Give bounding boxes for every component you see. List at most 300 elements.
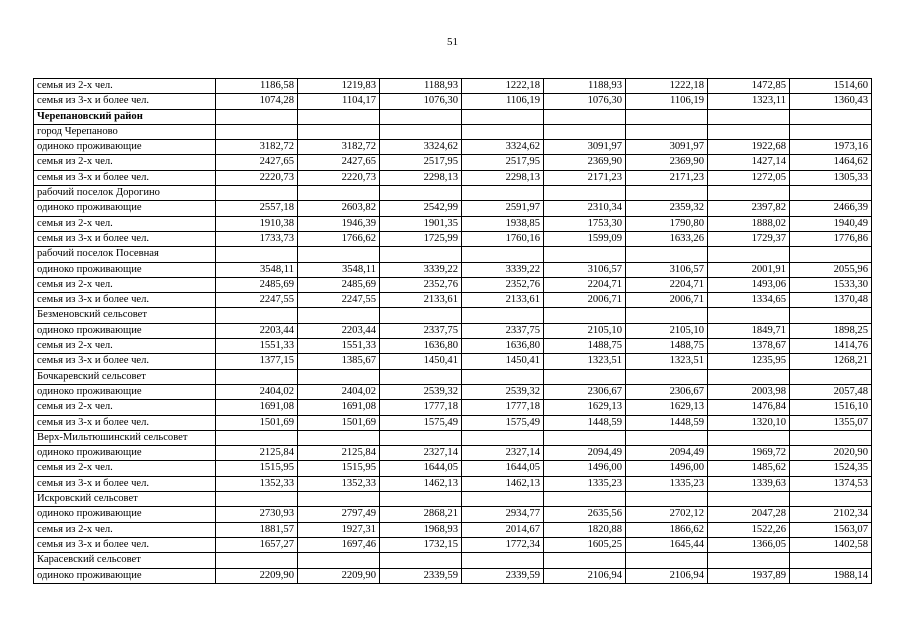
value-cell: 1515,95 xyxy=(216,461,298,476)
value-cell: 2094,49 xyxy=(544,446,626,461)
value-cell xyxy=(462,430,544,445)
value-cell xyxy=(708,430,790,445)
value-cell: 1352,33 xyxy=(216,476,298,491)
table-row xyxy=(34,339,872,354)
value-cell: 1355,07 xyxy=(790,415,872,430)
page-number: 51 xyxy=(447,36,458,48)
value-cell: 2397,82 xyxy=(708,201,790,216)
value-cell xyxy=(790,369,872,384)
value-cell xyxy=(462,308,544,323)
value-cell: 1776,86 xyxy=(790,231,872,246)
value-cell: 2539,32 xyxy=(380,384,462,399)
value-cell: 1323,11 xyxy=(708,94,790,109)
row-label: рабочий поселок Посевная xyxy=(34,247,216,262)
value-cell: 1777,18 xyxy=(380,400,462,415)
row-label: Искровский сельсовет xyxy=(34,492,216,507)
row-label: семья из 3-х и более чел. xyxy=(34,231,216,246)
value-cell: 2868,21 xyxy=(380,507,462,522)
value-cell xyxy=(298,247,380,262)
value-cell xyxy=(216,308,298,323)
value-cell xyxy=(790,430,872,445)
tariff-table xyxy=(33,78,872,584)
table-row xyxy=(34,262,872,277)
value-cell: 1927,31 xyxy=(298,522,380,537)
row-label: одиноко проживающие xyxy=(34,323,216,338)
row-label: одиноко проживающие xyxy=(34,507,216,522)
value-cell: 1235,95 xyxy=(708,354,790,369)
value-cell xyxy=(626,308,708,323)
value-cell: 2105,10 xyxy=(544,323,626,338)
row-label: одиноко проживающие xyxy=(34,446,216,461)
row-label: семья из 2-х чел. xyxy=(34,461,216,476)
value-cell xyxy=(298,186,380,201)
value-cell: 2006,71 xyxy=(626,293,708,308)
value-cell: 3091,97 xyxy=(544,140,626,155)
value-cell: 1881,57 xyxy=(216,522,298,537)
value-cell: 1501,69 xyxy=(298,415,380,430)
value-cell: 2247,55 xyxy=(298,293,380,308)
value-cell: 1522,26 xyxy=(708,522,790,537)
table-row xyxy=(34,231,872,246)
value-cell: 1599,09 xyxy=(544,231,626,246)
value-cell: 1222,18 xyxy=(462,79,544,94)
value-cell xyxy=(544,124,626,139)
value-cell: 2339,59 xyxy=(462,568,544,583)
value-cell: 1476,84 xyxy=(708,400,790,415)
value-cell: 2106,94 xyxy=(626,568,708,583)
value-cell: 1629,13 xyxy=(544,400,626,415)
value-cell: 2203,44 xyxy=(216,323,298,338)
value-cell: 1472,85 xyxy=(708,79,790,94)
value-cell: 1188,93 xyxy=(544,79,626,94)
value-cell xyxy=(298,369,380,384)
value-cell: 2298,13 xyxy=(462,170,544,185)
value-cell: 1820,88 xyxy=(544,522,626,537)
value-cell: 1334,65 xyxy=(708,293,790,308)
value-cell: 2542,99 xyxy=(380,201,462,216)
value-cell: 2105,10 xyxy=(626,323,708,338)
value-cell: 2352,76 xyxy=(380,277,462,292)
table-row xyxy=(34,400,872,415)
value-cell xyxy=(544,553,626,568)
value-cell: 1644,05 xyxy=(380,461,462,476)
row-label: Верх-Мильтюшинский сельсовет xyxy=(34,430,216,445)
value-cell: 2539,32 xyxy=(462,384,544,399)
value-cell: 1940,49 xyxy=(790,216,872,231)
value-cell: 1910,38 xyxy=(216,216,298,231)
section-header-row xyxy=(34,124,872,139)
value-cell: 2055,96 xyxy=(790,262,872,277)
value-cell xyxy=(626,553,708,568)
value-cell: 2603,82 xyxy=(298,201,380,216)
table-row xyxy=(34,476,872,491)
value-cell: 1849,71 xyxy=(708,323,790,338)
value-cell xyxy=(216,124,298,139)
value-cell: 1946,39 xyxy=(298,216,380,231)
value-cell: 2404,02 xyxy=(298,384,380,399)
row-label: семья из 2-х чел. xyxy=(34,79,216,94)
value-cell xyxy=(462,124,544,139)
value-cell: 2020,90 xyxy=(790,446,872,461)
value-cell xyxy=(380,109,462,124)
value-cell: 1186,58 xyxy=(216,79,298,94)
value-cell: 1644,05 xyxy=(462,461,544,476)
row-label: одиноко проживающие xyxy=(34,140,216,155)
value-cell: 1462,13 xyxy=(462,476,544,491)
value-cell: 2485,69 xyxy=(298,277,380,292)
value-cell: 1485,62 xyxy=(708,461,790,476)
value-cell: 1462,13 xyxy=(380,476,462,491)
value-cell xyxy=(462,247,544,262)
value-cell: 2730,93 xyxy=(216,507,298,522)
value-cell: 2106,94 xyxy=(544,568,626,583)
value-cell xyxy=(298,492,380,507)
value-cell: 2209,90 xyxy=(216,568,298,583)
value-cell: 1551,33 xyxy=(298,339,380,354)
value-cell: 1448,59 xyxy=(626,415,708,430)
value-cell: 2557,18 xyxy=(216,201,298,216)
row-label: Безменовский сельсовет xyxy=(34,308,216,323)
value-cell: 3548,11 xyxy=(298,262,380,277)
value-cell: 2171,23 xyxy=(544,170,626,185)
value-cell xyxy=(790,492,872,507)
value-cell: 1488,75 xyxy=(544,339,626,354)
value-cell: 1760,16 xyxy=(462,231,544,246)
value-cell xyxy=(708,186,790,201)
value-cell xyxy=(216,247,298,262)
row-label: семья из 3-х и более чел. xyxy=(34,415,216,430)
row-label: семья из 3-х и более чел. xyxy=(34,537,216,552)
value-cell: 1938,85 xyxy=(462,216,544,231)
value-cell xyxy=(544,369,626,384)
section-header-row xyxy=(34,186,872,201)
value-cell: 2306,67 xyxy=(544,384,626,399)
value-cell xyxy=(544,308,626,323)
row-label: семья из 2-х чел. xyxy=(34,400,216,415)
value-cell: 1575,49 xyxy=(380,415,462,430)
value-cell: 1772,34 xyxy=(462,537,544,552)
table-row xyxy=(34,155,872,170)
value-cell: 1657,27 xyxy=(216,537,298,552)
value-cell xyxy=(708,109,790,124)
value-cell xyxy=(462,369,544,384)
value-cell: 2517,95 xyxy=(380,155,462,170)
value-cell: 3106,57 xyxy=(544,262,626,277)
value-cell xyxy=(544,247,626,262)
section-header-row xyxy=(34,247,872,262)
value-cell: 3339,22 xyxy=(462,262,544,277)
value-cell: 1968,93 xyxy=(380,522,462,537)
value-cell: 1645,44 xyxy=(626,537,708,552)
value-cell: 1636,80 xyxy=(462,339,544,354)
value-cell: 1524,35 xyxy=(790,461,872,476)
value-cell: 1501,69 xyxy=(216,415,298,430)
value-cell: 1222,18 xyxy=(626,79,708,94)
value-cell xyxy=(462,109,544,124)
row-label: семья из 2-х чел. xyxy=(34,339,216,354)
value-cell: 2133,61 xyxy=(380,293,462,308)
value-cell: 1106,19 xyxy=(626,94,708,109)
value-cell xyxy=(380,124,462,139)
value-cell: 1378,67 xyxy=(708,339,790,354)
value-cell: 1496,00 xyxy=(544,461,626,476)
value-cell: 1633,26 xyxy=(626,231,708,246)
row-label: одиноко проживающие xyxy=(34,384,216,399)
value-cell: 2327,14 xyxy=(380,446,462,461)
value-cell xyxy=(790,124,872,139)
value-cell: 1323,51 xyxy=(626,354,708,369)
value-cell: 3106,57 xyxy=(626,262,708,277)
value-cell xyxy=(298,124,380,139)
value-cell: 1335,23 xyxy=(626,476,708,491)
value-cell: 1377,15 xyxy=(216,354,298,369)
value-cell: 2204,71 xyxy=(544,277,626,292)
value-cell xyxy=(216,109,298,124)
value-cell: 2102,34 xyxy=(790,507,872,522)
value-cell: 1074,28 xyxy=(216,94,298,109)
value-cell xyxy=(626,124,708,139)
value-cell xyxy=(298,308,380,323)
table-row xyxy=(34,216,872,231)
value-cell: 1323,51 xyxy=(544,354,626,369)
value-cell: 2204,71 xyxy=(626,277,708,292)
value-cell: 1533,30 xyxy=(790,277,872,292)
value-cell: 2485,69 xyxy=(216,277,298,292)
value-cell: 1790,80 xyxy=(626,216,708,231)
table-row xyxy=(34,140,872,155)
value-cell xyxy=(708,247,790,262)
value-cell: 1922,68 xyxy=(708,140,790,155)
value-cell: 1360,43 xyxy=(790,94,872,109)
table-row xyxy=(34,446,872,461)
value-cell: 1753,30 xyxy=(544,216,626,231)
value-cell: 1414,76 xyxy=(790,339,872,354)
value-cell: 2014,67 xyxy=(462,522,544,537)
value-cell xyxy=(626,430,708,445)
value-cell: 1988,14 xyxy=(790,568,872,583)
value-cell: 1766,62 xyxy=(298,231,380,246)
value-cell: 2359,32 xyxy=(626,201,708,216)
value-cell: 3548,11 xyxy=(216,262,298,277)
value-cell: 2209,90 xyxy=(298,568,380,583)
value-cell: 2003,98 xyxy=(708,384,790,399)
value-cell: 2352,76 xyxy=(462,277,544,292)
row-label: семья из 2-х чел. xyxy=(34,216,216,231)
row-label: семья из 2-х чел. xyxy=(34,155,216,170)
row-label: Черепановский район xyxy=(34,109,216,124)
row-label: город Черепаново xyxy=(34,124,216,139)
value-cell: 1320,10 xyxy=(708,415,790,430)
value-cell: 2047,28 xyxy=(708,507,790,522)
value-cell xyxy=(790,247,872,262)
table-row xyxy=(34,384,872,399)
row-label: семья из 2-х чел. xyxy=(34,522,216,537)
table-row xyxy=(34,537,872,552)
value-cell: 2404,02 xyxy=(216,384,298,399)
value-cell: 1515,95 xyxy=(298,461,380,476)
value-cell: 1464,62 xyxy=(790,155,872,170)
value-cell xyxy=(790,308,872,323)
value-cell: 2171,23 xyxy=(626,170,708,185)
value-cell xyxy=(626,247,708,262)
value-cell: 1106,19 xyxy=(462,94,544,109)
value-cell: 1575,49 xyxy=(462,415,544,430)
row-label: семья из 3-х и более чел. xyxy=(34,293,216,308)
value-cell: 2466,39 xyxy=(790,201,872,216)
value-cell: 2427,65 xyxy=(216,155,298,170)
table-row xyxy=(34,461,872,476)
value-cell: 1450,41 xyxy=(380,354,462,369)
value-cell xyxy=(790,553,872,568)
value-cell: 1076,30 xyxy=(544,94,626,109)
table-row xyxy=(34,507,872,522)
table-row xyxy=(34,79,872,94)
value-cell xyxy=(216,492,298,507)
value-cell: 1374,53 xyxy=(790,476,872,491)
value-cell: 2220,73 xyxy=(298,170,380,185)
row-label: семья из 3-х и более чел. xyxy=(34,170,216,185)
value-cell: 2247,55 xyxy=(216,293,298,308)
row-label: одиноко проживающие xyxy=(34,262,216,277)
value-cell: 2635,56 xyxy=(544,507,626,522)
section-header-row xyxy=(34,430,872,445)
table-row xyxy=(34,94,872,109)
value-cell xyxy=(544,186,626,201)
value-cell: 1563,07 xyxy=(790,522,872,537)
value-cell: 1402,58 xyxy=(790,537,872,552)
value-cell xyxy=(298,109,380,124)
value-cell: 2310,34 xyxy=(544,201,626,216)
value-cell: 1898,25 xyxy=(790,323,872,338)
value-cell xyxy=(380,369,462,384)
value-cell: 1268,21 xyxy=(790,354,872,369)
value-cell: 1777,18 xyxy=(462,400,544,415)
value-cell xyxy=(462,492,544,507)
value-cell: 2337,75 xyxy=(380,323,462,338)
value-cell: 1496,00 xyxy=(626,461,708,476)
table-row xyxy=(34,293,872,308)
value-cell xyxy=(380,247,462,262)
value-cell: 1427,14 xyxy=(708,155,790,170)
value-cell: 1514,60 xyxy=(790,79,872,94)
value-cell: 2339,59 xyxy=(380,568,462,583)
value-cell xyxy=(298,430,380,445)
value-cell: 1973,16 xyxy=(790,140,872,155)
value-cell: 1937,89 xyxy=(708,568,790,583)
row-label: семья из 3-х и более чел. xyxy=(34,94,216,109)
section-header-row xyxy=(34,553,872,568)
value-cell xyxy=(380,186,462,201)
value-cell: 2094,49 xyxy=(626,446,708,461)
value-cell: 2797,49 xyxy=(298,507,380,522)
table-row xyxy=(34,201,872,216)
value-cell xyxy=(380,492,462,507)
value-cell xyxy=(544,492,626,507)
value-cell: 3339,22 xyxy=(380,262,462,277)
value-cell: 1370,48 xyxy=(790,293,872,308)
value-cell: 3182,72 xyxy=(216,140,298,155)
value-cell xyxy=(298,553,380,568)
row-label: Карасевский сельсовет xyxy=(34,553,216,568)
value-cell: 1352,33 xyxy=(298,476,380,491)
value-cell: 2298,13 xyxy=(380,170,462,185)
value-cell xyxy=(708,492,790,507)
value-cell: 1866,62 xyxy=(626,522,708,537)
table-row xyxy=(34,277,872,292)
table-body xyxy=(34,79,872,584)
value-cell xyxy=(626,186,708,201)
value-cell: 1448,59 xyxy=(544,415,626,430)
table-row xyxy=(34,354,872,369)
value-cell: 1305,33 xyxy=(790,170,872,185)
value-cell: 1339,63 xyxy=(708,476,790,491)
value-cell xyxy=(708,308,790,323)
value-cell: 2591,97 xyxy=(462,201,544,216)
value-cell: 1272,05 xyxy=(708,170,790,185)
section-header-row xyxy=(34,492,872,507)
section-header-row xyxy=(34,308,872,323)
value-cell xyxy=(544,430,626,445)
region-header-row xyxy=(34,109,872,124)
value-cell: 2125,84 xyxy=(298,446,380,461)
value-cell xyxy=(790,186,872,201)
value-cell xyxy=(380,430,462,445)
value-cell xyxy=(708,124,790,139)
value-cell: 2337,75 xyxy=(462,323,544,338)
value-cell: 1488,75 xyxy=(626,339,708,354)
row-label: одиноко проживающие xyxy=(34,568,216,583)
value-cell: 2133,61 xyxy=(462,293,544,308)
value-cell: 2006,71 xyxy=(544,293,626,308)
value-cell: 1725,99 xyxy=(380,231,462,246)
value-cell: 1732,15 xyxy=(380,537,462,552)
value-cell: 3324,62 xyxy=(380,140,462,155)
value-cell: 1188,93 xyxy=(380,79,462,94)
value-cell: 2369,90 xyxy=(626,155,708,170)
value-cell: 2203,44 xyxy=(298,323,380,338)
value-cell: 1104,17 xyxy=(298,94,380,109)
value-cell: 2427,65 xyxy=(298,155,380,170)
value-cell xyxy=(380,553,462,568)
value-cell: 2369,90 xyxy=(544,155,626,170)
value-cell: 1551,33 xyxy=(216,339,298,354)
value-cell: 3091,97 xyxy=(626,140,708,155)
row-label: Бочкаревский сельсовет xyxy=(34,369,216,384)
value-cell: 2220,73 xyxy=(216,170,298,185)
value-cell xyxy=(216,553,298,568)
value-cell xyxy=(216,430,298,445)
value-cell xyxy=(708,369,790,384)
value-cell: 2001,91 xyxy=(708,262,790,277)
value-cell: 1636,80 xyxy=(380,339,462,354)
value-cell: 2934,77 xyxy=(462,507,544,522)
value-cell xyxy=(708,553,790,568)
value-cell: 1888,02 xyxy=(708,216,790,231)
value-cell: 2702,12 xyxy=(626,507,708,522)
value-cell xyxy=(216,369,298,384)
table-row xyxy=(34,522,872,537)
value-cell: 1219,83 xyxy=(298,79,380,94)
row-label: семья из 3-х и более чел. xyxy=(34,354,216,369)
value-cell: 1733,73 xyxy=(216,231,298,246)
row-label: одиноко проживающие xyxy=(34,201,216,216)
row-label: семья из 3-х и более чел. xyxy=(34,476,216,491)
value-cell: 1493,06 xyxy=(708,277,790,292)
value-cell: 1366,05 xyxy=(708,537,790,552)
value-cell: 3182,72 xyxy=(298,140,380,155)
value-cell: 2125,84 xyxy=(216,446,298,461)
value-cell: 1729,37 xyxy=(708,231,790,246)
